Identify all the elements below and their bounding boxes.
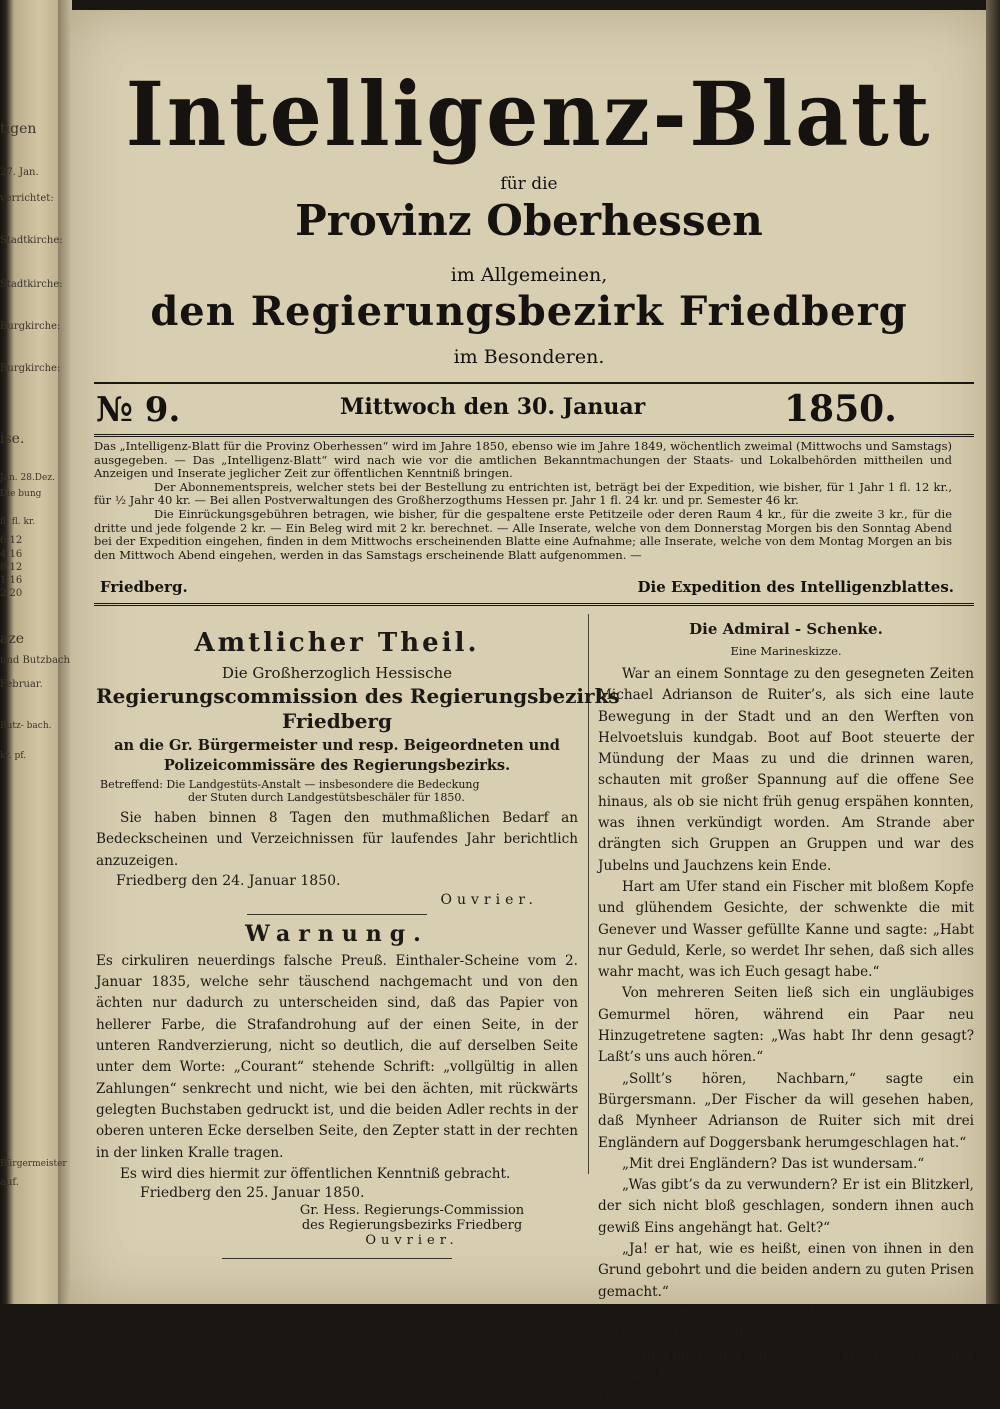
margin-fragment: fl. fl. kr. <box>0 518 35 527</box>
story-subtitle: Eine Marineskizze. <box>598 644 974 658</box>
notice-paragraph: Der Abonnementspreis, welcher stets bei der Bestellung zu entrichten ist, beträgt bei der Expedition, wie bisher, für 1 Jahr 1 fl. 12 kr., für ½ Jahr 40 kr. — Bei allen Postverwaltungen des Großherzogthums Hessen pr. Jahr 1 fl. 24 kr. und pr. Semester 46 kr. <box>94 481 952 508</box>
story-paragraph: „Oho! Drei auf einmal? Das ist mehr, als ein ehrlicher Mann glauben darf.“ <box>598 1303 974 1346</box>
warning-signature: Gr. Hess. Regierungs-Commission <box>96 1203 578 1218</box>
notice-expedition: Die Expedition des Intelligenzblattes. <box>638 578 954 596</box>
subscription-notice <box>94 440 952 562</box>
margin-fragment: ise. <box>0 432 24 446</box>
warning-signature: Ouvrier. <box>96 1233 578 1248</box>
masthead-title: Intelligenz-Blatt <box>102 70 956 158</box>
masthead-rule <box>94 382 974 384</box>
story-title: Die Admiral - Schenke. <box>598 620 974 638</box>
margin-fragment: und Butzbach <box>0 656 70 666</box>
warning-dateline: Friedberg den 25. Januar 1850. <box>96 1185 578 1201</box>
story-paragraph: War an einem Sonntage zu den gesegneten Zeiten Michael Adrianson de Ruiter’s, als sich eine laute Bewegung in der Stadt und an den Werften von Helvoetsluis kundgab. Boot auf Boot steuerte der Mündung der Maas zu und die drinnen waren, schauten mit großer Spannung auf die offene See hinaus, als ob sie nicht früh genug erspähen konnten, was ihnen verkündigt worden. Am Strande aber drängten sich Gruppen an Gruppen und war des Jubelns und Jauchzens kein Ende. <box>598 664 974 877</box>
decree-body <box>96 808 578 872</box>
margin-fragment: Die bung <box>0 490 41 499</box>
issuer-line: Regierungscommission des Regierungsbezirks <box>96 684 578 708</box>
story-paragraph: „Ja! er hat, wie es heißt, einen von ihnen in den Grund gebohrt und die beiden andern zu guten Prisen gemacht.“ <box>598 1239 974 1303</box>
masthead-allgemeinen: im Allgemeinen, <box>70 266 988 285</box>
margin-fragment: Burgkirche: <box>0 364 60 374</box>
addressees-line: Polizeicommissäre des Regierungsbezirks. <box>96 757 578 774</box>
margin-fragment: tigen <box>0 122 36 136</box>
margin-fragment: 2 20 <box>0 589 22 599</box>
dateline-rule <box>94 434 974 437</box>
story-paragraph: „Sollt’s hören, Nachbarn,“ sagte ein Bürgersmann. „Der Fischer da will gesehen haben, daß Mynheer Adrianson de Ruiter sich mit drei Engländern auf Doggersbank herumgeschlagen hat.“ <box>598 1069 974 1154</box>
margin-fragment: Stadtkirche: <box>0 236 63 246</box>
right-shadow <box>986 0 1000 1304</box>
margin-fragment: Februar. <box>0 680 43 690</box>
decree-dateline: Friedberg den 24. Januar 1850. <box>96 873 578 889</box>
story-paragraph: „Willst mich zum Lügner machen?“ rief erbost der Fischer dem Letztern zu. „Kannst es nicht glauben? Da <box>598 1346 974 1409</box>
margin-fragment: verrichtet: <box>0 194 54 204</box>
margin-fragment: Jan. 28.Dez. <box>0 474 55 483</box>
notice-rule <box>94 603 974 606</box>
warning-body <box>96 951 578 1185</box>
masthead-provinz: Provinz Oberhessen <box>70 200 988 242</box>
margin-fragment: Stadtkirche: <box>0 280 63 290</box>
margin-fragment: 4 16 <box>0 550 22 560</box>
margin-fragment: Butz- bach. <box>0 722 52 731</box>
issue-number: № 9. <box>96 390 180 430</box>
notice-paragraph: Die Einrückungsgebühren betragen, wie bisher, für die gespaltene erste Petitzeile oder deren Raum 4 kr., für die zweite 3 kr., für die dritte und jede folgende 2 kr. — Ein Beleg wird mit 2 kr. berechnet. — Alle Inserate, welche von dem Donnerstag Morgen bis den Sonntag Abend bei der Expedition eingehen, finden in dem Mittwochs erscheinenden Blatte eine Aufnahme; alle Inserate, welche von dem Montag Morgen an bis den Mittwoch Abend eingehen, werden in das Samstags erscheinende Blatt aufgenommen. — <box>94 508 952 562</box>
notice-place: Friedberg. <box>100 578 188 596</box>
margin-fragment: 27. Jan. <box>0 168 39 178</box>
story-body <box>598 664 974 1409</box>
addressees-line: an die Gr. Bürgermeister und resp. Beigeordneten und <box>96 737 578 754</box>
notice-paragraph: Das „Intelligenz-Blatt für die Provinz Oberhessen“ wird im Jahre 1850, ebenso wie im Jahre 1849, wöchentlich zweimal (Mittwochs und Samstags) ausgegeben. — Das „Intelligenz-Blatt“ wird nach wie vor die amtlichen Bekanntmachungen der Staats- und Lokalbehörden mittheilen und Anzeigen und Inserate jeglicher Zeit zur öffentlichen Kenntniß bringen. <box>94 440 952 481</box>
margin-fragment: kr. pf. <box>0 752 26 761</box>
issuer-line: Die Großherzoglich Hessische <box>96 664 578 682</box>
decree-signature: Ouvrier. <box>96 892 578 908</box>
masthead-besonderen: im Besonderen. <box>70 348 988 367</box>
story-paragraph: Hart am Ufer stand ein Fischer mit bloßem Kopfe und glühendem Gesichte, der schwenkte die mit Genever und Wasser gefüllte Kanne und sagte: „Habt nur Geduld, Kerle, so werdet Ihr sehen, daß sich alles wahr macht, was ich Euch gesagt habe.“ <box>598 877 974 983</box>
margin-fragment: Burgkirche: <box>0 322 60 332</box>
margin-fragment: auf. <box>0 1178 19 1188</box>
issuer-line: Friedberg <box>96 709 578 733</box>
warning-text: Es cirkuliren neuerdings falsche Preuß. Einthaler-Scheine vom 2. Januar 1835, welche sehr täuschend nachgemacht und von den ächten nur dadurch zu unterscheiden sind, daß das Papier von hellerer Farbe, die Strafandrohung auf der einen Seite, in der unteren Randverzierung, nicht so deutlich, die auf derselben Seite unter dem Worte: „Courant“ stehende Schrift: „vollgültig in allen Zahlungen“ senkrecht und nicht, wie bei den ächten, mit rückwärts gelegten Buchstaben gedruckt ist, und die beiden Adler rechts in der oberen unteren Ecke derselben Seite, den Zepter statt in der rechten in der linken Kralle tragen. <box>96 951 578 1164</box>
betreff-line: Betreffend: Die Landgestüts-Anstalt — insbesondere die Bedeckung <box>96 778 578 791</box>
betreff-line: der Stuten durch Landgestütsbeschäler für 1850. <box>96 791 578 804</box>
issue-year: 1850. <box>784 388 897 430</box>
margin-fragment: aze <box>0 632 24 646</box>
warning-title: Warnung. <box>96 921 578 947</box>
left-column <box>96 614 578 1265</box>
separator-rule <box>247 914 427 915</box>
story-paragraph: „Mit drei Engländern? Das ist wundersam.“ <box>598 1154 974 1175</box>
warning-public-text: Es wird dies hiermit zur öffentlichen Kenntniß gebracht. <box>96 1164 578 1185</box>
newspaper-page <box>70 10 988 1304</box>
issue-date: Mittwoch den 30. Januar <box>340 394 645 420</box>
story-paragraph: Von mehreren Seiten ließ sich ein ungläubiges Gemurmel hören, während ein Paar neu Hinzugetretene sagten: „Was habt Ihr denn gesagt? Laßt’s uns auch hören.“ <box>598 983 974 1068</box>
notice-signature <box>94 578 954 598</box>
margin-fragment: 1 16 <box>0 576 22 586</box>
story-paragraph: „Was gibt’s da zu verwundern? Er ist ein Blitzkerl, der sich nicht bloß geschlagen, sondern ihnen auch gewiß Eins angehängt hat. Gelt?“ <box>598 1175 974 1239</box>
margin-fragment: 8 12 <box>0 563 22 573</box>
margin-fragment: 6 12 <box>0 536 22 546</box>
right-column <box>598 620 974 1409</box>
masthead-fuer-die: für die <box>70 176 988 193</box>
decree-text: Sie haben binnen 8 Tagen den muthmaßlichen Bedarf an Bedeckscheinen und Verzeichnissen für laufendes Jahr berichtlich anzuzeigen. <box>96 808 578 872</box>
section-title: Amtlicher Theil. <box>96 628 578 658</box>
separator-rule <box>222 1258 452 1259</box>
masthead-regierungsbezirk: den Regierungsbezirk Friedberg <box>70 292 988 332</box>
warning-signature: des Regierungsbezirks Friedberg <box>96 1218 578 1233</box>
margin-fragment: Bürgermeister <box>0 1160 67 1169</box>
